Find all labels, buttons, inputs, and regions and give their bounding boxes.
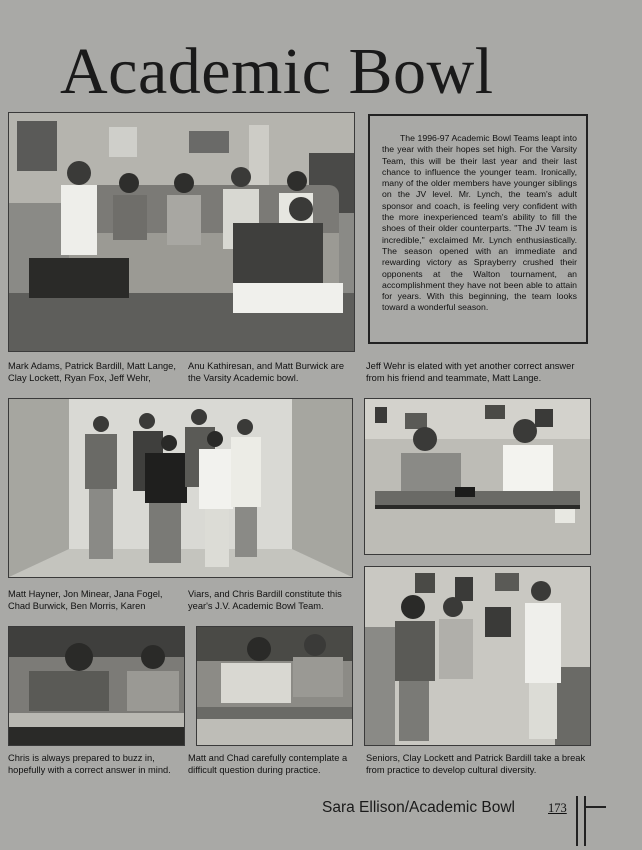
jv-caption-left: Matt Hayner, Jon Minear, Jana Fogel, Chad Burwick, Ben Morris, Karen (8, 589, 163, 611)
matt-chad-photo (196, 626, 353, 746)
jv-caption-right: Viars, and Chris Bardill constitute this year's J.V. Academic Bowl Team. (188, 589, 342, 611)
story-box: The 1996-97 Academic Bowl Teams leapt into the year with their hopes set high. For the Varsity Team, this will be their last year and their last chance to influence the younger team. Ironically, many of the older members have younger siblings on the JV level. Mr. Lynch, the team's adult sponsor and coach, is feeling very confident with the more inexperienced team's ability to fill the shoes of their older counterparts. "The JV team is incredible," exclaimed Mr. Lynch enthusiastically. The season opened with an immediate and rewarding victory as Sprayberry crushed their opponents at the Walton tournament, an accomplishment they have not been able to attain for years. With this beginning, the team looks toward a wonderful season. (368, 114, 588, 344)
varsity-caption-left: Mark Adams, Patrick Bardill, Matt Lange, Clay Lockett, Ryan Fox, Jeff Wehr, (8, 361, 176, 383)
jeff-photo (364, 398, 591, 555)
jeff-caption: Jeff Wehr is elated with yet another correct answer from his friend and teammate, Matt Lange. (366, 361, 575, 383)
footer-label: Sara Ellison/Academic Bowl (322, 799, 515, 816)
seniors-caption: Seniors, Clay Lockett and Patrick Bardill take a break from practice to develop cultural diversity. (366, 753, 586, 775)
varsity-team-photo (8, 112, 355, 352)
page-number: 173 (548, 801, 567, 815)
footer-rule-vertical-2 (584, 796, 586, 846)
chris-caption: Chris is always prepared to buzz in, hopefully with a correct answer in mind. (8, 753, 171, 775)
jv-team-photo (8, 398, 353, 578)
seniors-photo (364, 566, 591, 746)
footer-rule-horizontal (586, 806, 606, 808)
footer-rule-vertical-1 (576, 796, 578, 846)
varsity-caption-right: Anu Kathiresan, and Matt Burwick are the Varsity Academic bowl. (188, 361, 345, 383)
matt-chad-caption: Matt and Chad carefully contemplate a difficult question during practice. (188, 753, 348, 775)
chris-photo (8, 626, 185, 746)
page-title: Academic Bowl (60, 35, 494, 108)
